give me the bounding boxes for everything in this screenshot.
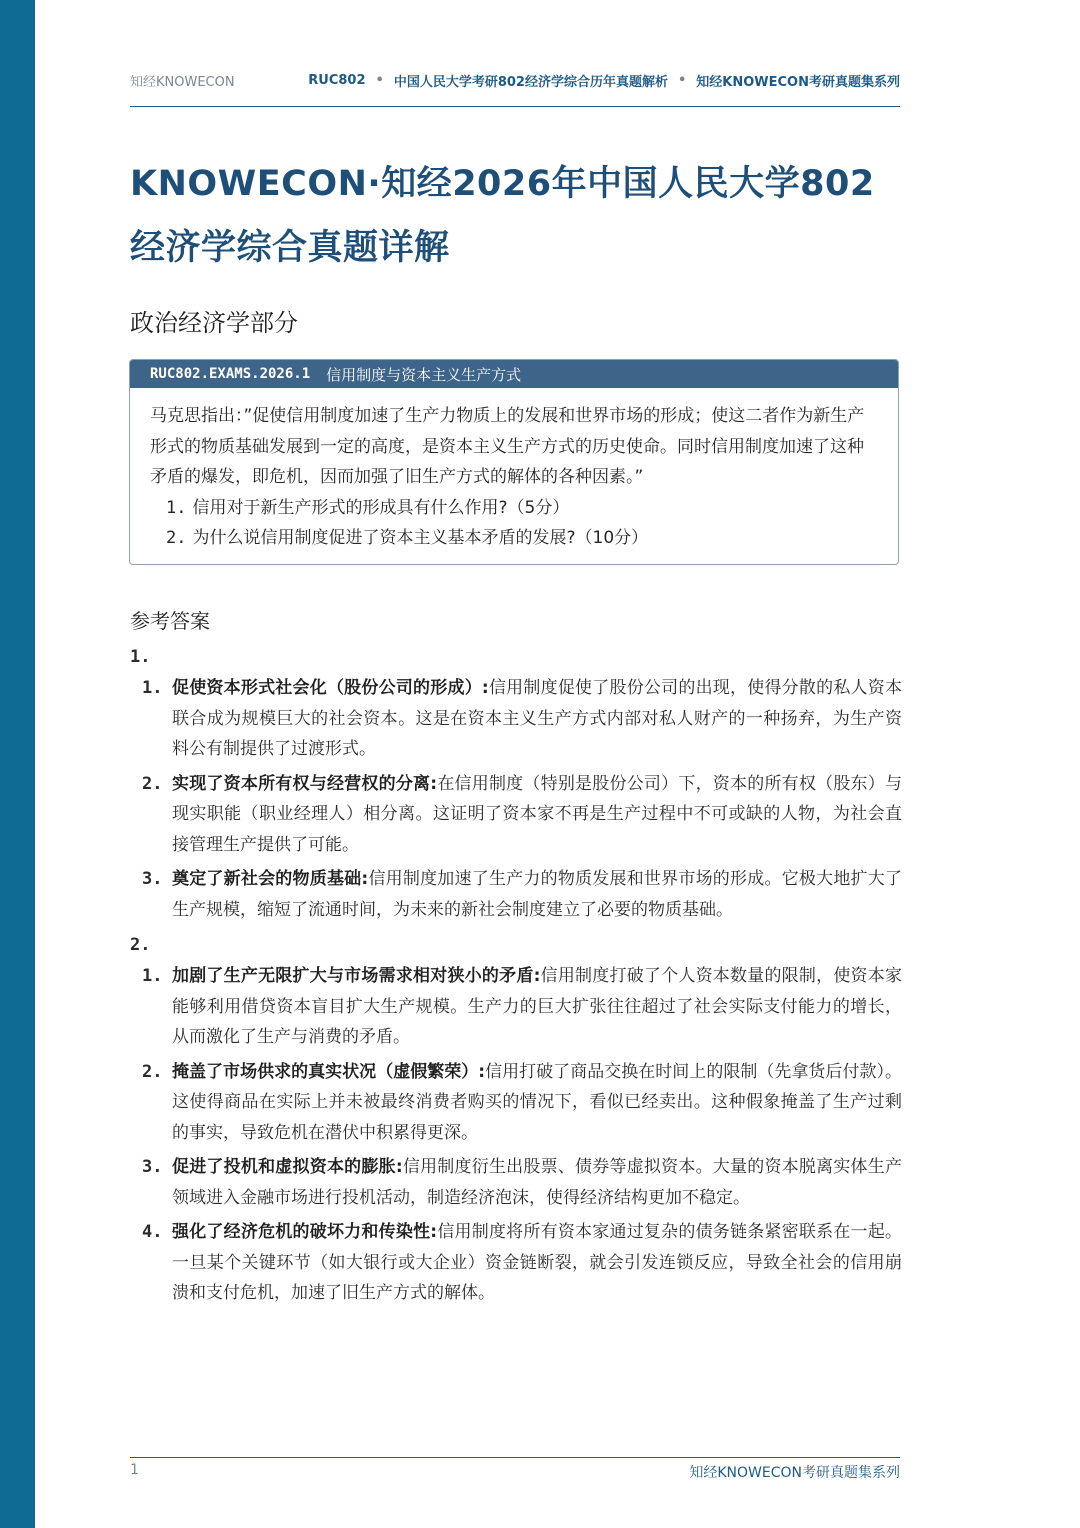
answer-item-title: 实现了资本所有权与经营权的分离: [172, 773, 438, 794]
answer-item-number: 4. [142, 1222, 163, 1242]
answer-item-text: 信用打破了商品交换在时间上的限制（先拿货后付款）。这使得商品在实际上并未被最终消费者购买的情况下，看似已经卖出。这种假象掩盖了生产过剩的事实，导致危机在潜伏中积累得更深。 [172, 1061, 902, 1143]
answer-group-number: 1. [130, 647, 151, 667]
answer-item-text: 信用制度衍生出股票、债券等虚拟资本。大量的资本脱离实体生产领域进入金融市场进行投机活动，制造经济泡沫，使得经济结构更加不稳定。 [172, 1157, 902, 1208]
section-heading: 政治经济学部分 [130, 309, 298, 337]
page-number: 1 [130, 1462, 139, 1478]
answer-item-title: 促使资本形式社会化（股份公司的形成）: [172, 678, 489, 698]
question-sub-text: 为什么说信用制度促进了资本主义基本矛盾的发展?（10分） [192, 528, 649, 548]
header-separator: • [375, 72, 384, 88]
header-brand: 知经KNOWECON [130, 74, 235, 90]
answer-item-number: 1. [142, 966, 163, 986]
header-rule [130, 106, 900, 107]
header-separator: • [677, 72, 687, 88]
answer-item [130, 673, 902, 765]
page-header [130, 70, 900, 90]
answer-item-title: 促进了投机和虚拟资本的膨胀: [172, 1157, 403, 1177]
header-series-collection: 知经KNOWECON考研真题集系列 [696, 74, 900, 90]
document-title: KNOWECON·知经2026年中国人民大学802经济学综合真题详解 [130, 164, 875, 268]
question-box [129, 359, 899, 565]
question-sub-number: 2. [166, 528, 187, 548]
question-sub-number: 1. [166, 497, 187, 518]
footer-series: 知经KNOWECON考研真题集系列 [689, 1465, 900, 1481]
answer-item [130, 1152, 902, 1213]
answer-item [130, 864, 902, 925]
answer-item-number: 2. [142, 1061, 163, 1082]
answer-item-number: 1. [142, 678, 163, 698]
answer-heading: 参考答案 [130, 609, 210, 633]
question-sub-item [150, 523, 878, 554]
side-stripe [0, 0, 35, 1528]
question-sub-text: 信用对于新生产形式的形成具有什么作用?（5分） [192, 497, 570, 518]
question-topic: 信用制度与资本主义生产方式 [326, 365, 522, 384]
answer-item [130, 961, 902, 1053]
answer-item-title: 奠定了新社会的物质基础: [172, 869, 369, 889]
question-header-bar [130, 360, 898, 388]
answer-item [130, 1217, 902, 1309]
answer-item-number: 3. [142, 869, 163, 889]
answer-item-title: 掩盖了市场供求的真实状况（虚假繁荣）: [172, 1061, 486, 1082]
answer-item-text: 信用制度促使了股份公司的出现，使得分散的私人资本联合成为规模巨大的社会资本。这是在资本主义生产方式内部对私人财产的一种扬弃，为生产资料公有制提供了过渡形式。 [172, 678, 902, 759]
question-sub-item [150, 493, 878, 524]
header-series-code: RUC802 [308, 72, 366, 88]
answer-item-title: 强化了经济危机的破坏力和传染性: [172, 1222, 438, 1242]
answer-item [130, 769, 902, 861]
footer-rule [130, 1457, 900, 1458]
answer-item-text: 信用制度加速了生产力的物质发展和世界市场的形成。它极大地扩大了生产规模，缩短了流通时间，为未来的新社会制度建立了必要的物质基础。 [172, 869, 902, 920]
header-series-title: 中国人民大学考研802经济学综合历年真题解析 [393, 74, 668, 90]
answer-item-number: 3. [142, 1157, 163, 1177]
question-stem: 马克思指出：”促使信用制度加速了生产力物质上的发展和世界市场的形成；使这二者作为新生产形式的物质基础发展到一定的高度，是资本主义生产方式的历史使命。同时信用制度加速了这种矛盾的爆发，即危机，因而加强了旧生产方式的解体的各种因素。” [150, 406, 865, 487]
header-series [308, 71, 900, 90]
answer-list [130, 641, 902, 1313]
answer-item-number: 2. [142, 773, 163, 794]
answer-item-text: 信用制度打破了个人资本数量的限制，使资本家能够利用借贷资本盲目扩大生产规模。生产力的巨大扩张往往超过了社会实际支付能力的增长，从而激化了生产与消费的矛盾。 [172, 966, 902, 1047]
answer-item [130, 1057, 902, 1149]
answer-item-text: 信用制度将所有资本家通过复杂的债务链条紧密联系在一起。一旦某个关键环节（如大银行或大企业）资金链断裂，就会引发连锁反应，导致全社会的信用崩溃和支付危机，加速了旧生产方式的解体。 [172, 1222, 902, 1303]
answer-group-number: 2. [130, 935, 151, 955]
question-body [130, 388, 898, 554]
question-code: RUC802.EXAMS.2026.1 [150, 366, 311, 382]
answer-item-text: 在信用制度（特别是股份公司）下，资本的所有权（股东）与现实职能（职业经理人）相分离。这证明了资本家不再是生产过程中不可或缺的人物，为社会直接管理生产提供了可能。 [172, 773, 902, 855]
answer-item-title: 加剧了生产无限扩大与市场需求相对狭小的矛盾: [172, 966, 541, 986]
